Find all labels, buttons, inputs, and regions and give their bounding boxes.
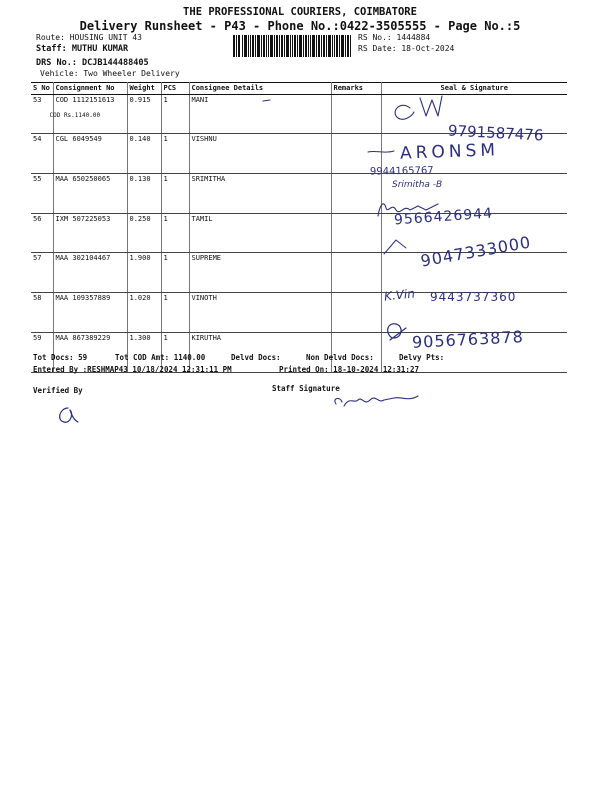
row-sno: 56 bbox=[31, 214, 53, 253]
route-label: Route: HOUSING UNIT 43 bbox=[36, 33, 142, 42]
row-weight: 1.900 bbox=[127, 253, 161, 293]
row-consignment: CGL 6049549 bbox=[53, 134, 127, 174]
row-consignment: MAA 302104467 bbox=[53, 253, 127, 293]
non-delivered-docs: Non Delvd Docs: bbox=[306, 353, 374, 362]
handwritten-phone-row56: 9566426944 bbox=[393, 205, 494, 229]
drs-number: DRS No.: DCJB144488405 bbox=[36, 58, 149, 68]
row-consignee: VISHNU bbox=[189, 134, 331, 174]
row-consignee: KIRUTHA bbox=[189, 333, 331, 373]
printed-on: Printed On: 18-10-2024 12:31:27 bbox=[279, 365, 419, 374]
row-remarks bbox=[331, 253, 381, 293]
col-header-remarks: Remarks bbox=[331, 83, 381, 95]
row-sno: 58 bbox=[31, 293, 53, 333]
row-consignment: MAA 867389229 bbox=[53, 333, 127, 373]
row-consignment: MAA 650250065 bbox=[53, 174, 127, 214]
table-header-row bbox=[31, 83, 567, 95]
row-consignee: SRIMITHA bbox=[189, 174, 331, 214]
row-weight: 0.250 bbox=[127, 214, 161, 253]
row-consignee: VINOTH bbox=[189, 293, 331, 333]
rs-number: RS No.: 1444884 bbox=[358, 33, 431, 42]
total-docs: Tot Docs: 59 bbox=[33, 353, 88, 362]
col-header-consignee: Consignee Details bbox=[189, 83, 331, 95]
row-consignee: TAMIL bbox=[189, 214, 331, 253]
delivered-docs: Delvd Docs: bbox=[231, 353, 281, 362]
row-consignee: SUPREME bbox=[189, 253, 331, 293]
row-consignment: IXM 507225053 bbox=[53, 214, 127, 253]
row-sno: 53 bbox=[31, 95, 53, 134]
entered-by: Entered By :RESHMAP43 10/18/2024 12:31:11 PM bbox=[33, 365, 232, 374]
pen-mark bbox=[366, 146, 396, 158]
row-pcs: 1 bbox=[161, 214, 189, 253]
rs-date: RS Date: 18-Oct-2024 bbox=[358, 44, 455, 53]
pen-mark bbox=[380, 236, 410, 256]
staff-signature-label: Staff Signature bbox=[272, 384, 340, 393]
total-cod-amount: Tot COD Amt: 1140.00 bbox=[115, 353, 206, 362]
row-sno: 59 bbox=[31, 333, 53, 373]
row-weight: 1.300 bbox=[127, 333, 161, 373]
row-pcs: 1 bbox=[161, 253, 189, 293]
col-header-seal: Seal & Signature bbox=[381, 83, 567, 95]
row-consignment: COD 1112151613 bbox=[55, 96, 115, 104]
row-consignment-cell bbox=[49, 95, 127, 134]
handwritten-phone-row58: 9443737360 bbox=[430, 290, 517, 304]
row-remarks bbox=[331, 293, 381, 333]
row-weight: 0.140 bbox=[127, 134, 161, 174]
signature-row59 bbox=[382, 318, 410, 344]
handwritten-name-row58: K.Vin bbox=[383, 286, 416, 304]
verifier-initial bbox=[54, 402, 80, 426]
col-header-consignment: Consignment No bbox=[53, 83, 127, 95]
staff-label: Staff: MUTHU KUMAR bbox=[36, 44, 129, 54]
verified-by-label: Verified By bbox=[33, 386, 83, 395]
row-weight: 0.130 bbox=[127, 174, 161, 214]
pen-mark bbox=[262, 98, 272, 104]
row-consignment: MAA 109357889 bbox=[53, 293, 127, 333]
col-header-weight: Weight bbox=[127, 83, 161, 95]
handwritten-phone-row59: 9056763878 bbox=[411, 327, 525, 352]
col-header-sno: S No bbox=[31, 83, 53, 95]
row-consignee: MANI bbox=[189, 95, 331, 134]
row-weight: 0.915 bbox=[127, 95, 161, 134]
row-sno: 55 bbox=[31, 174, 53, 214]
row-pcs: 1 bbox=[161, 174, 189, 214]
row-pcs: 1 bbox=[161, 293, 189, 333]
handwritten-phone-row54: 9791587476 bbox=[447, 121, 544, 145]
handwritten-name-row54: ARONSM bbox=[399, 140, 500, 164]
row-sno: 57 bbox=[31, 253, 53, 293]
staff-signature bbox=[330, 388, 420, 410]
row-sno: 54 bbox=[31, 134, 53, 174]
row-pcs: 1 bbox=[161, 95, 189, 134]
row-pcs: 1 bbox=[161, 333, 189, 373]
handwritten-phone-row55: 9944165767 bbox=[369, 165, 434, 178]
handwritten-phone-row57: 9047333000 bbox=[419, 232, 533, 271]
row-cod-note: COD Rs.1140.00 bbox=[49, 112, 101, 119]
handwritten-name-row55: Srimitha -B bbox=[392, 180, 443, 190]
row-pcs: 1 bbox=[161, 134, 189, 174]
col-header-pcs: PCS bbox=[161, 83, 189, 95]
vehicle-label: Vehicle: Two Wheeler Delivery bbox=[40, 69, 180, 78]
runsheet-title: Delivery Runsheet - P43 - Phone No.:0422-3505555 - Page No.:5 bbox=[79, 19, 521, 33]
company-name: THE PROFESSIONAL COURIERS, COIMBATORE bbox=[183, 6, 417, 18]
barcode bbox=[233, 35, 351, 57]
row-weight: 1.020 bbox=[127, 293, 161, 333]
row-remarks bbox=[331, 95, 381, 134]
delivery-points: Delvy Pts: bbox=[399, 353, 445, 362]
